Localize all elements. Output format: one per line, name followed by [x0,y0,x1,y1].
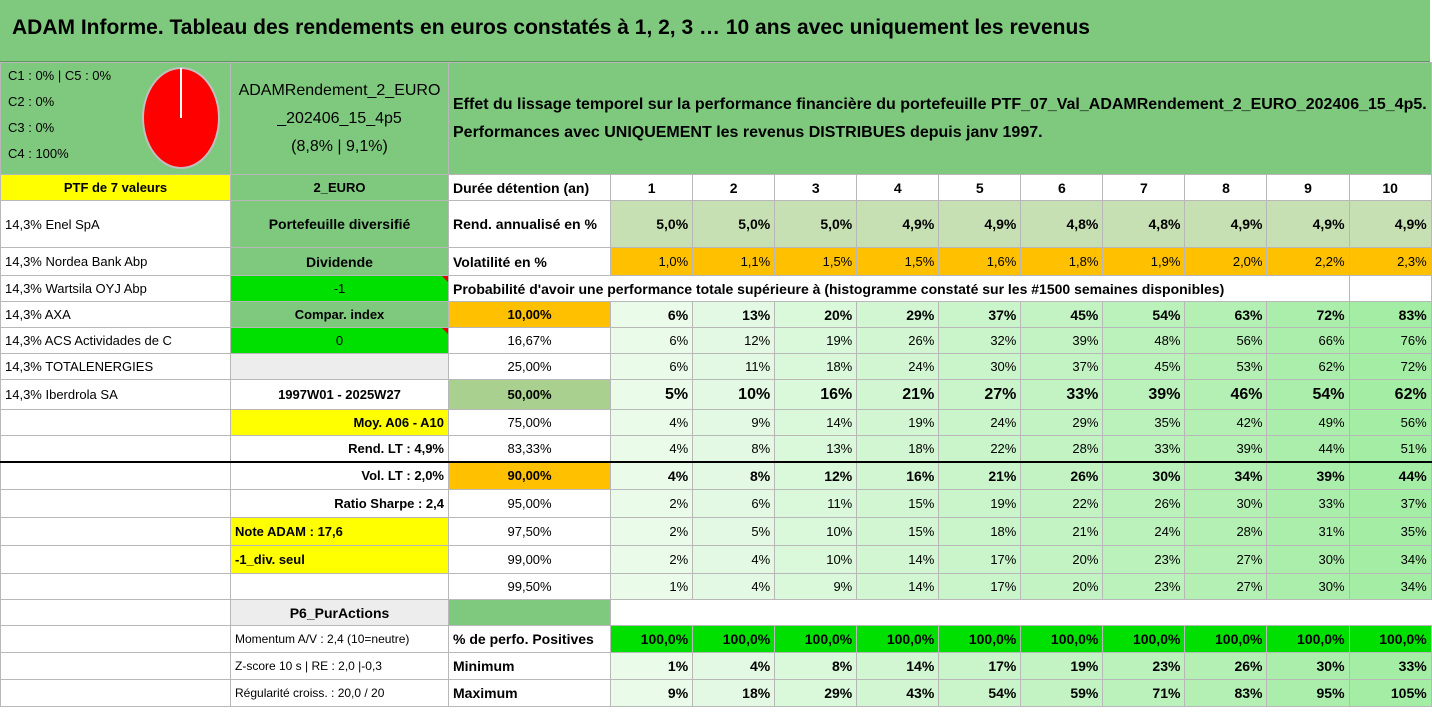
probability-value: 27% [939,380,1021,410]
probability-value: 4% [693,546,775,574]
vol-value: 2,3% [1349,248,1431,276]
probability-value: 30% [1267,574,1349,600]
probability-value: 18% [857,436,939,462]
probability-value: 30% [1267,546,1349,574]
probability-value: 2% [611,518,693,546]
probability-value: 62% [1349,380,1431,410]
probability-value: 30% [1185,490,1267,518]
rend-label: Rend. annualisé en % [449,201,611,248]
probability-value: 8% [693,436,775,462]
probability-value: 2% [611,546,693,574]
probability-threshold: 25,00% [449,354,611,380]
probability-value: 33% [1021,380,1103,410]
table-row [1,490,1432,518]
probability-value: 21% [939,462,1021,490]
table-row [1,574,1432,600]
rend-value: 4,9% [1267,201,1349,248]
probability-value: 2% [611,490,693,518]
probability-value: 4% [611,462,693,490]
probability-value: 24% [939,410,1021,436]
div-seul-label: -1_div. seul [231,546,449,574]
probability-value: 37% [1021,354,1103,380]
probability-value: 63% [1185,302,1267,328]
probability-value: 12% [775,462,857,490]
minimum-value: 4% [693,653,775,680]
probability-threshold: 75,00% [449,410,611,436]
vol-value: 1,5% [775,248,857,276]
probability-value: 16% [857,462,939,490]
probability-value: 49% [1267,410,1349,436]
composition-c1c5: C1 : 0% | C5 : 0% [8,68,112,83]
moy-label: Moy. A06 - A10 [231,410,449,436]
maximum-value: 9% [611,680,693,707]
probability-value: 16% [775,380,857,410]
probability-threshold: 90,00% [449,462,611,490]
description-line2: Performances avec UNIQUEMENT les revenus DISTRIBUES depuis janv 1997. [453,123,1043,141]
maximum-value: 105% [1349,680,1431,707]
vol-value: 2,2% [1267,248,1349,276]
empty-cell [857,600,939,626]
probability-value: 34% [1185,462,1267,490]
probability-value: 42% [1185,410,1267,436]
rend-value: 4,9% [857,201,939,248]
rend-value: 4,8% [1021,201,1103,248]
probability-value: 10% [775,518,857,546]
bottom-stat-label: Z-score 10 s | RE : 2,0 |-0,3 [231,653,449,680]
probability-value: 23% [1103,546,1185,574]
holding-name: 14,3% Enel SpA [1,201,231,248]
probability-value: 37% [939,302,1021,328]
probability-value: 53% [1185,354,1267,380]
description-line1: Effet du lissage temporel sur la performance financière du portefeuille PTF_07_Val_ADAMRendement_2_EURO_202406_15_4p5. [453,95,1427,113]
vol-value: 1,1% [693,248,775,276]
currency-label: 2_EURO [231,175,449,201]
empty-green-cell [449,600,611,626]
probability-value: 22% [1021,490,1103,518]
probability-value: 17% [939,546,1021,574]
probability-value: 26% [1103,490,1185,518]
maximum-value: 71% [1103,680,1185,707]
probability-value: 23% [1103,574,1185,600]
positives-label: % de perfo. Positives [449,626,611,653]
title-bar [0,0,1430,62]
composition-c3: C3 : 0% [8,120,55,135]
probability-value: 76% [1349,328,1431,354]
table-row [1,546,1432,574]
vol-value: 1,0% [611,248,693,276]
probability-value: 10% [693,380,775,410]
probability-value: 20% [1021,546,1103,574]
holding-name: 14,3% ACS Actividades de C [1,328,231,354]
positives-value: 100,0% [693,626,775,653]
report-title: ADAM Informe. Tableau des rendements en euros constatés à 1, 2, 3 … 10 ans avec uniquement les revenus [12,16,1090,39]
probability-value: 18% [939,518,1021,546]
probability-threshold: 99,00% [449,546,611,574]
positives-value: 100,0% [857,626,939,653]
empty-cell [1,410,231,436]
rend-value: 4,9% [1185,201,1267,248]
probability-value: 26% [1021,462,1103,490]
positives-value: 100,0% [1349,626,1431,653]
bottom-stat-label: Momentum A/V : 2,4 (10=neutre) [231,626,449,653]
rend-value: 4,9% [1349,201,1431,248]
positives-value: 100,0% [1185,626,1267,653]
empty-cell [693,600,775,626]
maximum-value: 83% [1185,680,1267,707]
probability-value: 45% [1103,354,1185,380]
probability-value: 11% [775,490,857,518]
probability-value: 33% [1103,436,1185,462]
probability-value: 51% [1349,436,1431,462]
table-row [1,328,1432,354]
probability-value: 21% [857,380,939,410]
dividende-label: Dividende [231,248,449,276]
probability-value: 8% [693,462,775,490]
table-row [1,410,1432,436]
empty-cell [1,600,231,626]
holding-name: 14,3% AXA [1,302,231,328]
vol-value: 1,8% [1021,248,1103,276]
table-row [1,302,1432,328]
probability-value: 24% [1103,518,1185,546]
probability-value: 9% [693,410,775,436]
year-header: 5 [939,175,1021,201]
probability-value: 20% [1021,574,1103,600]
probability-value: 44% [1267,436,1349,462]
probability-value: 39% [1103,380,1185,410]
vol-lt-label: Vol. LT : 2,0% [231,462,449,490]
probability-value: 24% [857,354,939,380]
probability-value: 33% [1267,490,1349,518]
probability-value: 30% [1103,462,1185,490]
probability-threshold: 99,50% [449,574,611,600]
probability-value: 9% [775,574,857,600]
rend-value: 4,8% [1103,201,1185,248]
probability-value: 28% [1185,518,1267,546]
minus-one-value: -1 [231,276,449,302]
year-header: 1 [611,175,693,201]
probability-value: 18% [775,354,857,380]
portfolio-name-line2: _202406_15_4p5 [277,109,402,127]
probability-value: 28% [1021,436,1103,462]
probability-value: 54% [1267,380,1349,410]
year-header: 3 [775,175,857,201]
rend-value: 5,0% [611,201,693,248]
empty-cell [231,574,449,600]
minimum-value: 23% [1103,653,1185,680]
vol-value: 1,6% [939,248,1021,276]
vol-label: Volatilité en % [449,248,611,276]
table-row [1,626,1432,653]
rend-lt-label: Rend. LT : 4,9% [231,436,449,462]
probability-value: 27% [1185,546,1267,574]
probability-value: 19% [939,490,1021,518]
note-adam-label: Note ADAM : 17,6 [231,518,449,546]
minimum-value: 1% [611,653,693,680]
probability-value: 15% [857,518,939,546]
probability-value: 39% [1021,328,1103,354]
maximum-value: 59% [1021,680,1103,707]
table-row [1,354,1432,380]
probability-value: 39% [1185,436,1267,462]
empty-cell [1,436,231,462]
probability-value: 6% [611,354,693,380]
p6-label: P6_PurActions [231,600,449,626]
probability-value: 14% [857,546,939,574]
minimum-value: 8% [775,653,857,680]
empty-cell [1349,276,1431,302]
probability-value: 14% [775,410,857,436]
empty-cell [1267,600,1349,626]
ptf-header: PTF de 7 valeurs [1,175,231,201]
probability-value: 44% [1349,462,1431,490]
probability-value: 5% [611,380,693,410]
diversifie-label: Portefeuille diversifié [231,201,449,248]
table-row [1,600,1432,626]
probability-value: 56% [1185,328,1267,354]
holding-name: 14,3% Wartsila OYJ Abp [1,276,231,302]
holding-name: 14,3% Iberdrola SA [1,380,231,410]
probability-threshold: 97,50% [449,518,611,546]
year-header: 9 [1267,175,1349,201]
probability-value: 5% [693,518,775,546]
year-header: 6 [1021,175,1103,201]
probability-value: 83% [1349,302,1431,328]
year-header: 2 [693,175,775,201]
probability-value: 39% [1267,462,1349,490]
probability-value: 34% [1349,574,1431,600]
minimum-value: 33% [1349,653,1431,680]
probability-value: 12% [693,328,775,354]
probability-value: 29% [857,302,939,328]
positives-value: 100,0% [775,626,857,653]
positives-value: 100,0% [1103,626,1185,653]
table-row [1,175,1432,201]
empty-cell [1,653,231,680]
probability-value: 13% [693,302,775,328]
vol-value: 1,5% [857,248,939,276]
holding-name: 14,3% TOTALENERGIES [1,354,231,380]
empty-cell [1,680,231,707]
maximum-value: 18% [693,680,775,707]
probability-value: 4% [611,410,693,436]
description-cell [449,63,1432,175]
empty-cell [1,490,231,518]
portfolio-name-cell [231,63,449,175]
probability-threshold: 83,33% [449,436,611,462]
probability-value: 19% [775,328,857,354]
table-row [1,201,1432,248]
table-row [1,436,1432,462]
minimum-value: 19% [1021,653,1103,680]
minimum-label: Minimum [449,653,611,680]
probability-value: 20% [775,302,857,328]
empty-cell [1,546,231,574]
probability-value: 15% [857,490,939,518]
probability-title: Probabilité d'avoir une performance totale supérieure à (histogramme constaté sur les #1500 semaines disponibles) [449,276,1350,302]
probability-value: 4% [611,436,693,462]
year-header: 8 [1185,175,1267,201]
probability-value: 32% [939,328,1021,354]
probability-value: 26% [857,328,939,354]
empty-cell [1,626,231,653]
probability-value: 21% [1021,518,1103,546]
rend-value: 5,0% [775,201,857,248]
maximum-value: 95% [1267,680,1349,707]
table-row [1,462,1432,490]
positives-value: 100,0% [611,626,693,653]
years-label: Durée détention (an) [449,175,611,201]
maximum-label: Maximum [449,680,611,707]
empty-cell [775,600,857,626]
probability-value: 29% [1021,410,1103,436]
maximum-value: 29% [775,680,857,707]
probability-value: 30% [939,354,1021,380]
probability-value: 46% [1185,380,1267,410]
composition-c4: C4 : 100% [8,146,69,161]
probability-value: 48% [1103,328,1185,354]
probability-value: 13% [775,436,857,462]
probability-value: 35% [1103,410,1185,436]
probability-value: 54% [1103,302,1185,328]
probability-value: 10% [775,546,857,574]
compar-index-label: Compar. index [231,302,449,328]
table-row [1,680,1432,707]
probability-value: 34% [1349,546,1431,574]
period-label: 1997W01 - 2025W27 [231,380,449,410]
empty-gray-cell [231,354,449,380]
bottom-stat-label: Régularité croiss. : 20,0 / 20 [231,680,449,707]
probability-threshold: 95,00% [449,490,611,518]
empty-cell [1185,600,1267,626]
minimum-value: 14% [857,653,939,680]
probability-threshold: 50,00% [449,380,611,410]
probability-threshold: 10,00% [449,302,611,328]
zero-value: 0 [231,328,449,354]
probability-threshold: 16,67% [449,328,611,354]
probability-value: 14% [857,574,939,600]
probability-value: 17% [939,574,1021,600]
probability-value: 22% [939,436,1021,462]
portfolio-name-line3: (8,8% | 9,1%) [291,137,388,155]
minimum-value: 26% [1185,653,1267,680]
minimum-value: 30% [1267,653,1349,680]
empty-cell [1,462,231,490]
probability-value: 72% [1267,302,1349,328]
probability-value: 6% [611,328,693,354]
probability-value: 19% [857,410,939,436]
sharpe-label: Ratio Sharpe : 2,4 [231,490,449,518]
table-row [1,518,1432,546]
maximum-value: 54% [939,680,1021,707]
probability-value: 31% [1267,518,1349,546]
table-row [1,276,1432,302]
vol-value: 2,0% [1185,248,1267,276]
year-header: 7 [1103,175,1185,201]
portfolio-name-line1: ADAMRendement_2_EURO [238,81,441,99]
positives-value: 100,0% [1267,626,1349,653]
year-header: 4 [857,175,939,201]
probability-value: 45% [1021,302,1103,328]
empty-cell [1021,600,1103,626]
probability-value: 4% [693,574,775,600]
holding-name: 14,3% Nordea Bank Abp [1,248,231,276]
table-row [1,653,1432,680]
year-header: 10 [1349,175,1431,201]
minimum-value: 17% [939,653,1021,680]
probability-value: 11% [693,354,775,380]
table-row [1,248,1432,276]
maximum-value: 43% [857,680,939,707]
empty-cell [1349,600,1431,626]
probability-value: 27% [1185,574,1267,600]
rend-value: 5,0% [693,201,775,248]
probability-value: 56% [1349,410,1431,436]
probability-value: 66% [1267,328,1349,354]
probability-value: 35% [1349,518,1431,546]
positives-value: 100,0% [939,626,1021,653]
positives-value: 100,0% [1021,626,1103,653]
vol-value: 1,9% [1103,248,1185,276]
allocation-pie-chart [141,64,221,177]
probability-value: 72% [1349,354,1431,380]
probability-value: 62% [1267,354,1349,380]
empty-cell [1103,600,1185,626]
composition-c2: C2 : 0% [8,94,55,109]
empty-cell [1,574,231,600]
probability-value: 6% [693,490,775,518]
table-row [1,380,1432,410]
rend-value: 4,9% [939,201,1021,248]
empty-cell [1,518,231,546]
probability-value: 37% [1349,490,1431,518]
empty-cell [611,600,693,626]
probability-value: 6% [611,302,693,328]
empty-cell [939,600,1021,626]
probability-value: 1% [611,574,693,600]
